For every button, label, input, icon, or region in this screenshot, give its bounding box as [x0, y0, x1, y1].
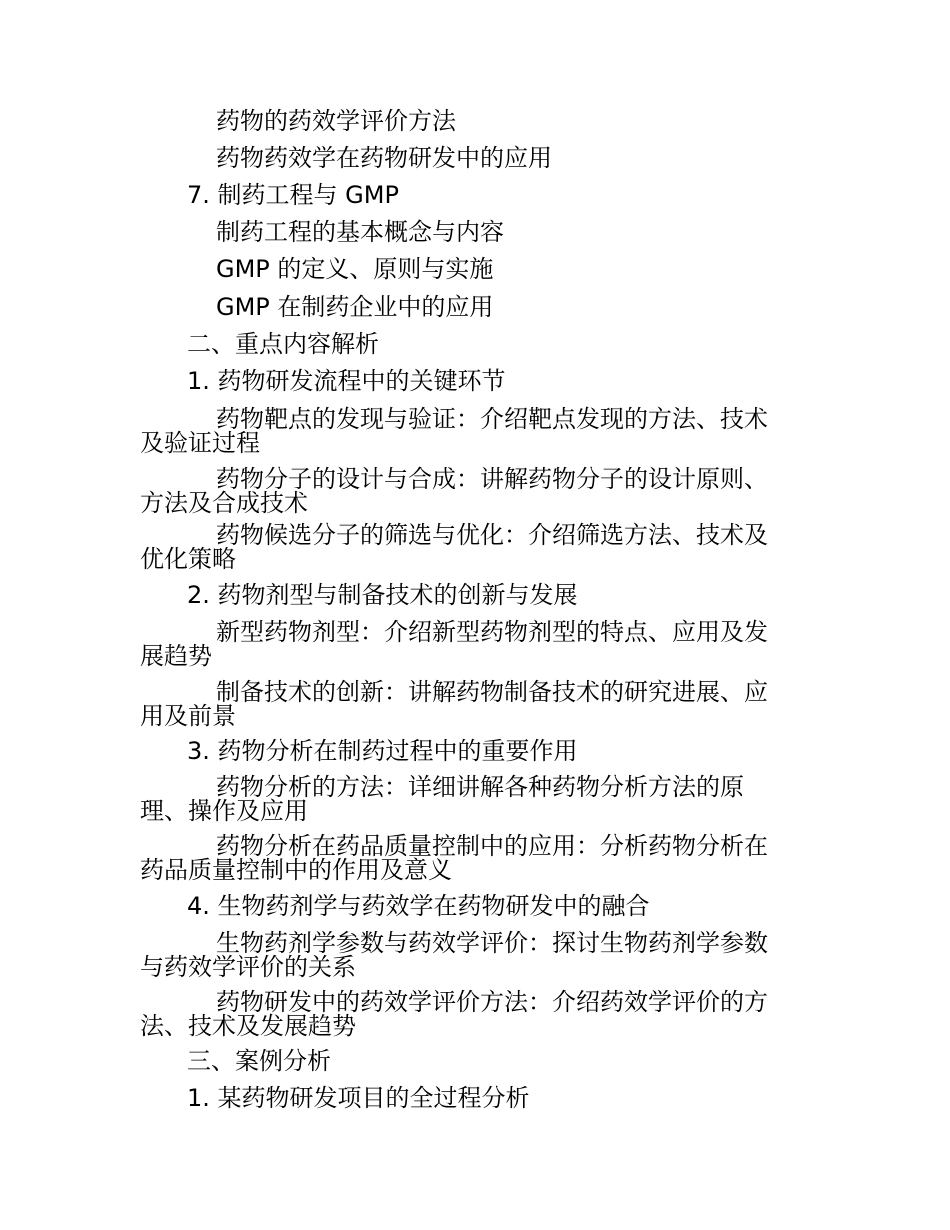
section-heading: 3. 药物分析在制药过程中的重要作用: [187, 737, 578, 765]
paragraph-line: 药物分析在药品质量控制中的应用：分析药物分析在: [216, 832, 768, 860]
outline-item: GMP 在制药企业中的应用: [216, 293, 494, 321]
paragraph: [140, 931, 790, 979]
chapter-heading: 二、重点内容解析: [187, 330, 379, 358]
paragraph-line: 方法及合成技术: [140, 489, 308, 517]
paragraph: [140, 834, 790, 882]
paragraph-line: 与药效学评价的关系: [140, 953, 356, 981]
paragraph: [140, 990, 790, 1038]
paragraph-line: 制备技术的创新：讲解药物制备技术的研究进展、应: [216, 678, 768, 706]
paragraph-line: 展趋势: [140, 642, 212, 670]
section-heading: 1. 某药物研发项目的全过程分析: [187, 1084, 530, 1112]
paragraph: [140, 467, 790, 515]
paragraph: [140, 620, 790, 668]
paragraph-line: 药品质量控制中的作用及意义: [140, 856, 452, 884]
paragraph-line: 法、技术及发展趋势: [140, 1012, 356, 1040]
paragraph-line: 药物分子的设计与合成：讲解药物分子的设计原则、: [216, 465, 768, 493]
paragraph: [140, 775, 790, 823]
paragraph-line: 药物候选分子的筛选与优化：介绍筛选方法、技术及: [216, 521, 768, 549]
section-heading: 4. 生物药剂学与药效学在药物研发中的融合: [187, 892, 650, 920]
outline-item: 药物药效学在药物研发中的应用: [216, 144, 552, 172]
chapter-heading: 三、案例分析: [187, 1047, 331, 1075]
paragraph-line: 优化策略: [140, 545, 236, 573]
outline-item: GMP 的定义、原则与实施: [216, 255, 494, 283]
section-heading: 1. 药物研发流程中的关键环节: [187, 367, 506, 395]
outline-item: 制药工程的基本概念与内容: [216, 218, 504, 246]
paragraph: [140, 523, 790, 571]
paragraph-line: 药物靶点的发现与验证：介绍靶点发现的方法、技术: [216, 405, 768, 433]
paragraph-line: 及验证过程: [140, 429, 260, 457]
section-heading: 2. 药物剂型与制备技术的创新与发展: [187, 581, 578, 609]
outline-item: 药物的药效学评价方法: [216, 107, 456, 135]
paragraph-line: 生物药剂学参数与药效学评价：探讨生物药剂学参数: [216, 929, 768, 957]
paragraph-line: 理、操作及应用: [140, 797, 308, 825]
paragraph: [140, 680, 790, 728]
paragraph-line: 药物分析的方法：详细讲解各种药物分析方法的原: [216, 773, 744, 801]
section-heading: 7. 制药工程与 GMP: [187, 181, 399, 209]
paragraph-line: 用及前景: [140, 702, 236, 730]
paragraph-line: 药物研发中的药效学评价方法：介绍药效学评价的方: [216, 988, 768, 1016]
paragraph: [140, 407, 790, 455]
paragraph-line: 新型药物剂型：介绍新型药物剂型的特点、应用及发: [216, 618, 768, 646]
